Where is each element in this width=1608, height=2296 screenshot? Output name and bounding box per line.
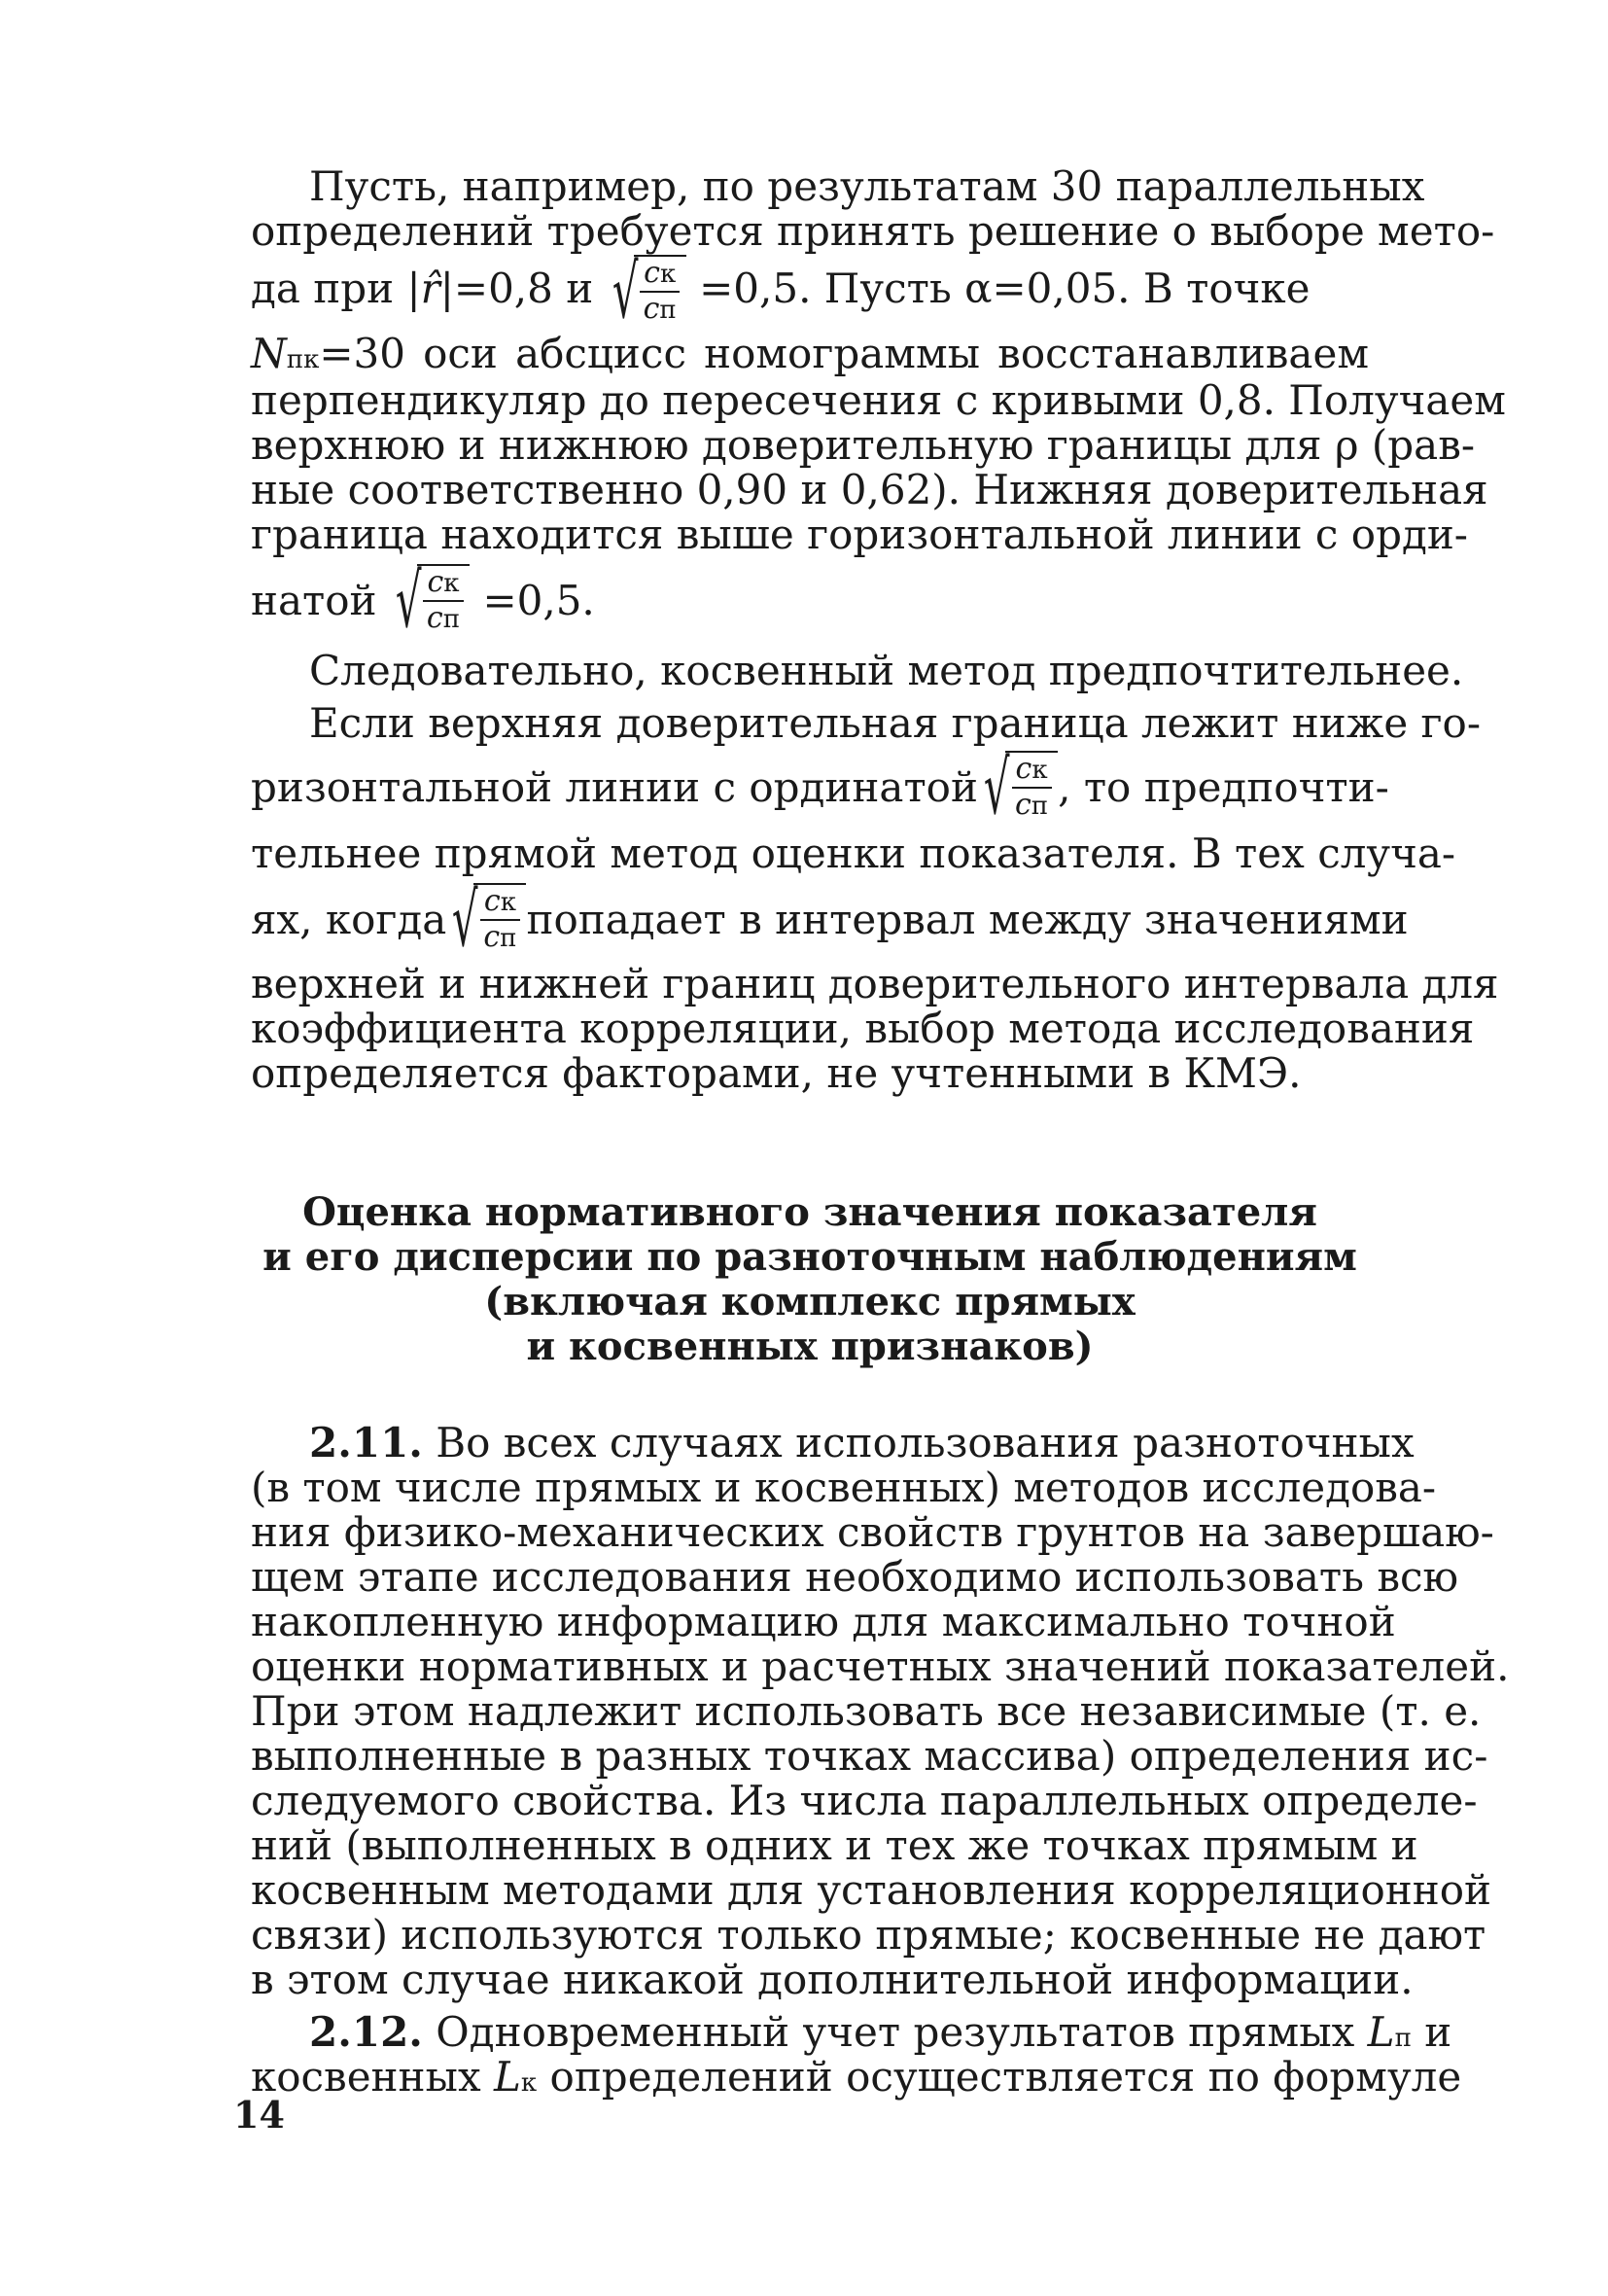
text-line: выполненные в разных точках массива) определения ис-	[251, 1732, 1488, 1780]
text-line-formula: да при |r̂|=0,8 и √ $\frac{cк}{cп}$ =0,5. Пусть α=0,05. В точке	[251, 248, 1311, 335]
text-line: При этом надлежит использовать все независимые (т. е.	[251, 1687, 1482, 1735]
text-line: 2.12. Одновременный учет результатов прямых Lп и	[309, 2008, 1452, 2056]
section-heading-line: и косвенных признаков)	[526, 1324, 1094, 1369]
text-line-formula: ризонтальной линии с ординатой √ $\frac{cк}{cп}$ , то предпочти-	[251, 744, 1389, 830]
text-line: коэффициента корреляции, выбор метода исследования	[251, 1005, 1475, 1052]
text-line: Если верхняя доверительная граница лежит ниже го-	[309, 699, 1482, 747]
text-line: следуемого свойства. Из числа параллельных определе-	[251, 1777, 1478, 1824]
sqrt-ck-cp: √ $\frac{cк}{cп}$	[607, 255, 686, 329]
sqrt-ck-cp: √ $\frac{cк}{cп}$	[390, 564, 470, 638]
text-line: ний (выполненных в одних и тех же точках прямым и	[251, 1821, 1418, 1869]
text-line: косвенных Lк определений осуществляется по формуле	[251, 2053, 1462, 2101]
sqrt-ck-cp: √ $\frac{cк}{cп}$	[978, 751, 1058, 825]
text-line: щем этапе исследования необходимо использовать всю	[251, 1553, 1459, 1601]
text-line: перпендикуляр до пересечения с кривыми 0,8. Получаем	[251, 376, 1506, 424]
text-line: тельнее прямой метод оценки показателя. В тех случа-	[251, 830, 1456, 877]
text-line: накопленную информацию для максимально точной	[251, 1598, 1396, 1645]
text-line: верхнюю и нижнюю доверительную границы для ρ (рав-	[251, 421, 1476, 469]
text-line: связи) используются только прямые; косвенные не дают	[251, 1911, 1486, 1959]
text-line: Пусть, например, по результатам 30 параллельных	[309, 162, 1425, 210]
text-line: (в том числе прямых и косвенных) методов исследова-	[251, 1464, 1437, 1511]
text-line-formula: натой √ $\frac{cк}{cп}$ =0,5.	[251, 557, 595, 644]
section-heading-line: и его дисперсии по разноточным наблюдениям	[262, 1234, 1357, 1280]
text-line: ния физико-механических свойств грунтов на завершаю-	[251, 1508, 1494, 1556]
text-line: граница находится выше горизонтальной линии с орди-	[251, 511, 1469, 558]
text-line: косвенным методами для установления корреляционной	[251, 1866, 1492, 1914]
text-line: Следовательно, косвенный метод предпочтительнее.	[309, 647, 1464, 694]
text-line: 2.11. Во всех случаях использования разноточных	[309, 1419, 1415, 1466]
page-number: 14	[233, 2093, 285, 2137]
section-heading-line: (включая комплекс прямых	[484, 1279, 1136, 1325]
text-line: Nпк=30 оси абсцисс номограммы восстанавливаем	[251, 330, 1369, 377]
sqrt-ck-cp: √ $\frac{cк}{cп}$	[446, 883, 526, 957]
text-line: оценки нормативных и расчетных значений показателей.	[251, 1643, 1510, 1690]
section-heading-line: Оценка нормативного значения показателя	[302, 1189, 1317, 1235]
text-line-formula: ях, когда √ $\frac{cк}{cп}$ попадает в интервал между значениями	[251, 876, 1409, 963]
text-line: в этом случае никакой дополнительной информации.	[251, 1956, 1414, 2003]
text-line: определений требуется принять решение о выборе мето-	[251, 207, 1495, 255]
text-line: ные соответственно 0,90 и 0,62). Нижняя доверительная	[251, 466, 1488, 513]
text-line: верхней и нижней границ доверительного интервала для	[251, 960, 1499, 1007]
text-line: определяется факторами, не учтенными в КМЭ.	[251, 1049, 1302, 1097]
